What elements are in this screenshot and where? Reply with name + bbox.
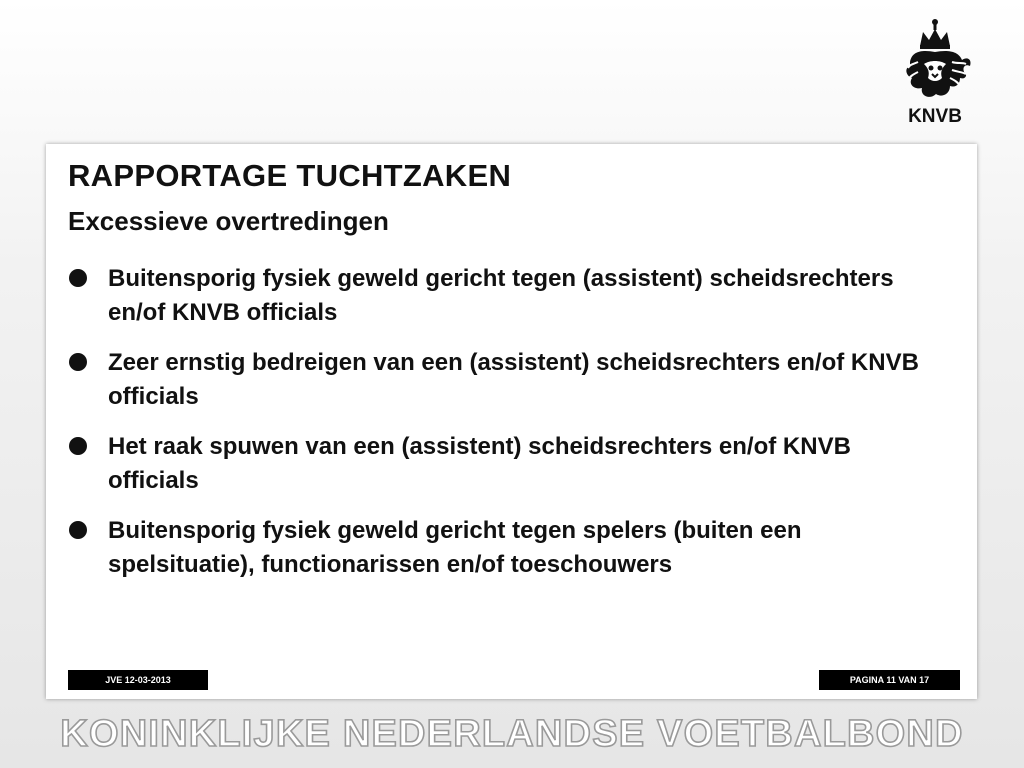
bullet-item: [68, 430, 948, 498]
logo-text: KNVB: [908, 106, 962, 127]
slide-subtitle: Excessieve overtredingen: [68, 206, 389, 236]
bullet-dot-icon: [69, 269, 87, 287]
bullet-item: [68, 346, 948, 414]
knvb-logo: [896, 16, 974, 132]
bullet-dot-icon: [69, 437, 87, 455]
bullet-item: [68, 262, 948, 330]
slide-title: RAPPORTAGE TUCHTZAKEN: [68, 158, 512, 193]
brand-line: KONINKLIJKE NEDERLANDSE VOETBALBOND: [60, 713, 964, 755]
bullet-text: Buitensporig fysiek geweld gericht tegen (assistent) scheidsrechters en/of KNVB officials: [108, 265, 894, 326]
footer-date-label: JVE 12-03-2013: [68, 670, 208, 690]
bullet-dot-icon: [69, 521, 87, 539]
bullet-text: Het raak spuwen van een (assistent) scheidsrechters en/of KNVB officials: [108, 433, 851, 494]
bullet-item: [68, 514, 948, 582]
lion-crown-icon: [896, 16, 974, 108]
bullet-list: [68, 262, 948, 598]
slide-card: [46, 144, 977, 699]
bullet-text: Zeer ernstig bedreigen van een (assistent) scheidsrechters en/of KNVB officials: [108, 349, 919, 410]
bullet-text: Buitensporig fysiek geweld gericht tegen spelers (buiten een spelsituatie), functionarissen en/of toeschouwers: [108, 517, 802, 578]
bullet-dot-icon: [69, 353, 87, 371]
footer-page-label: PAGINA 11 VAN 17: [819, 670, 960, 690]
